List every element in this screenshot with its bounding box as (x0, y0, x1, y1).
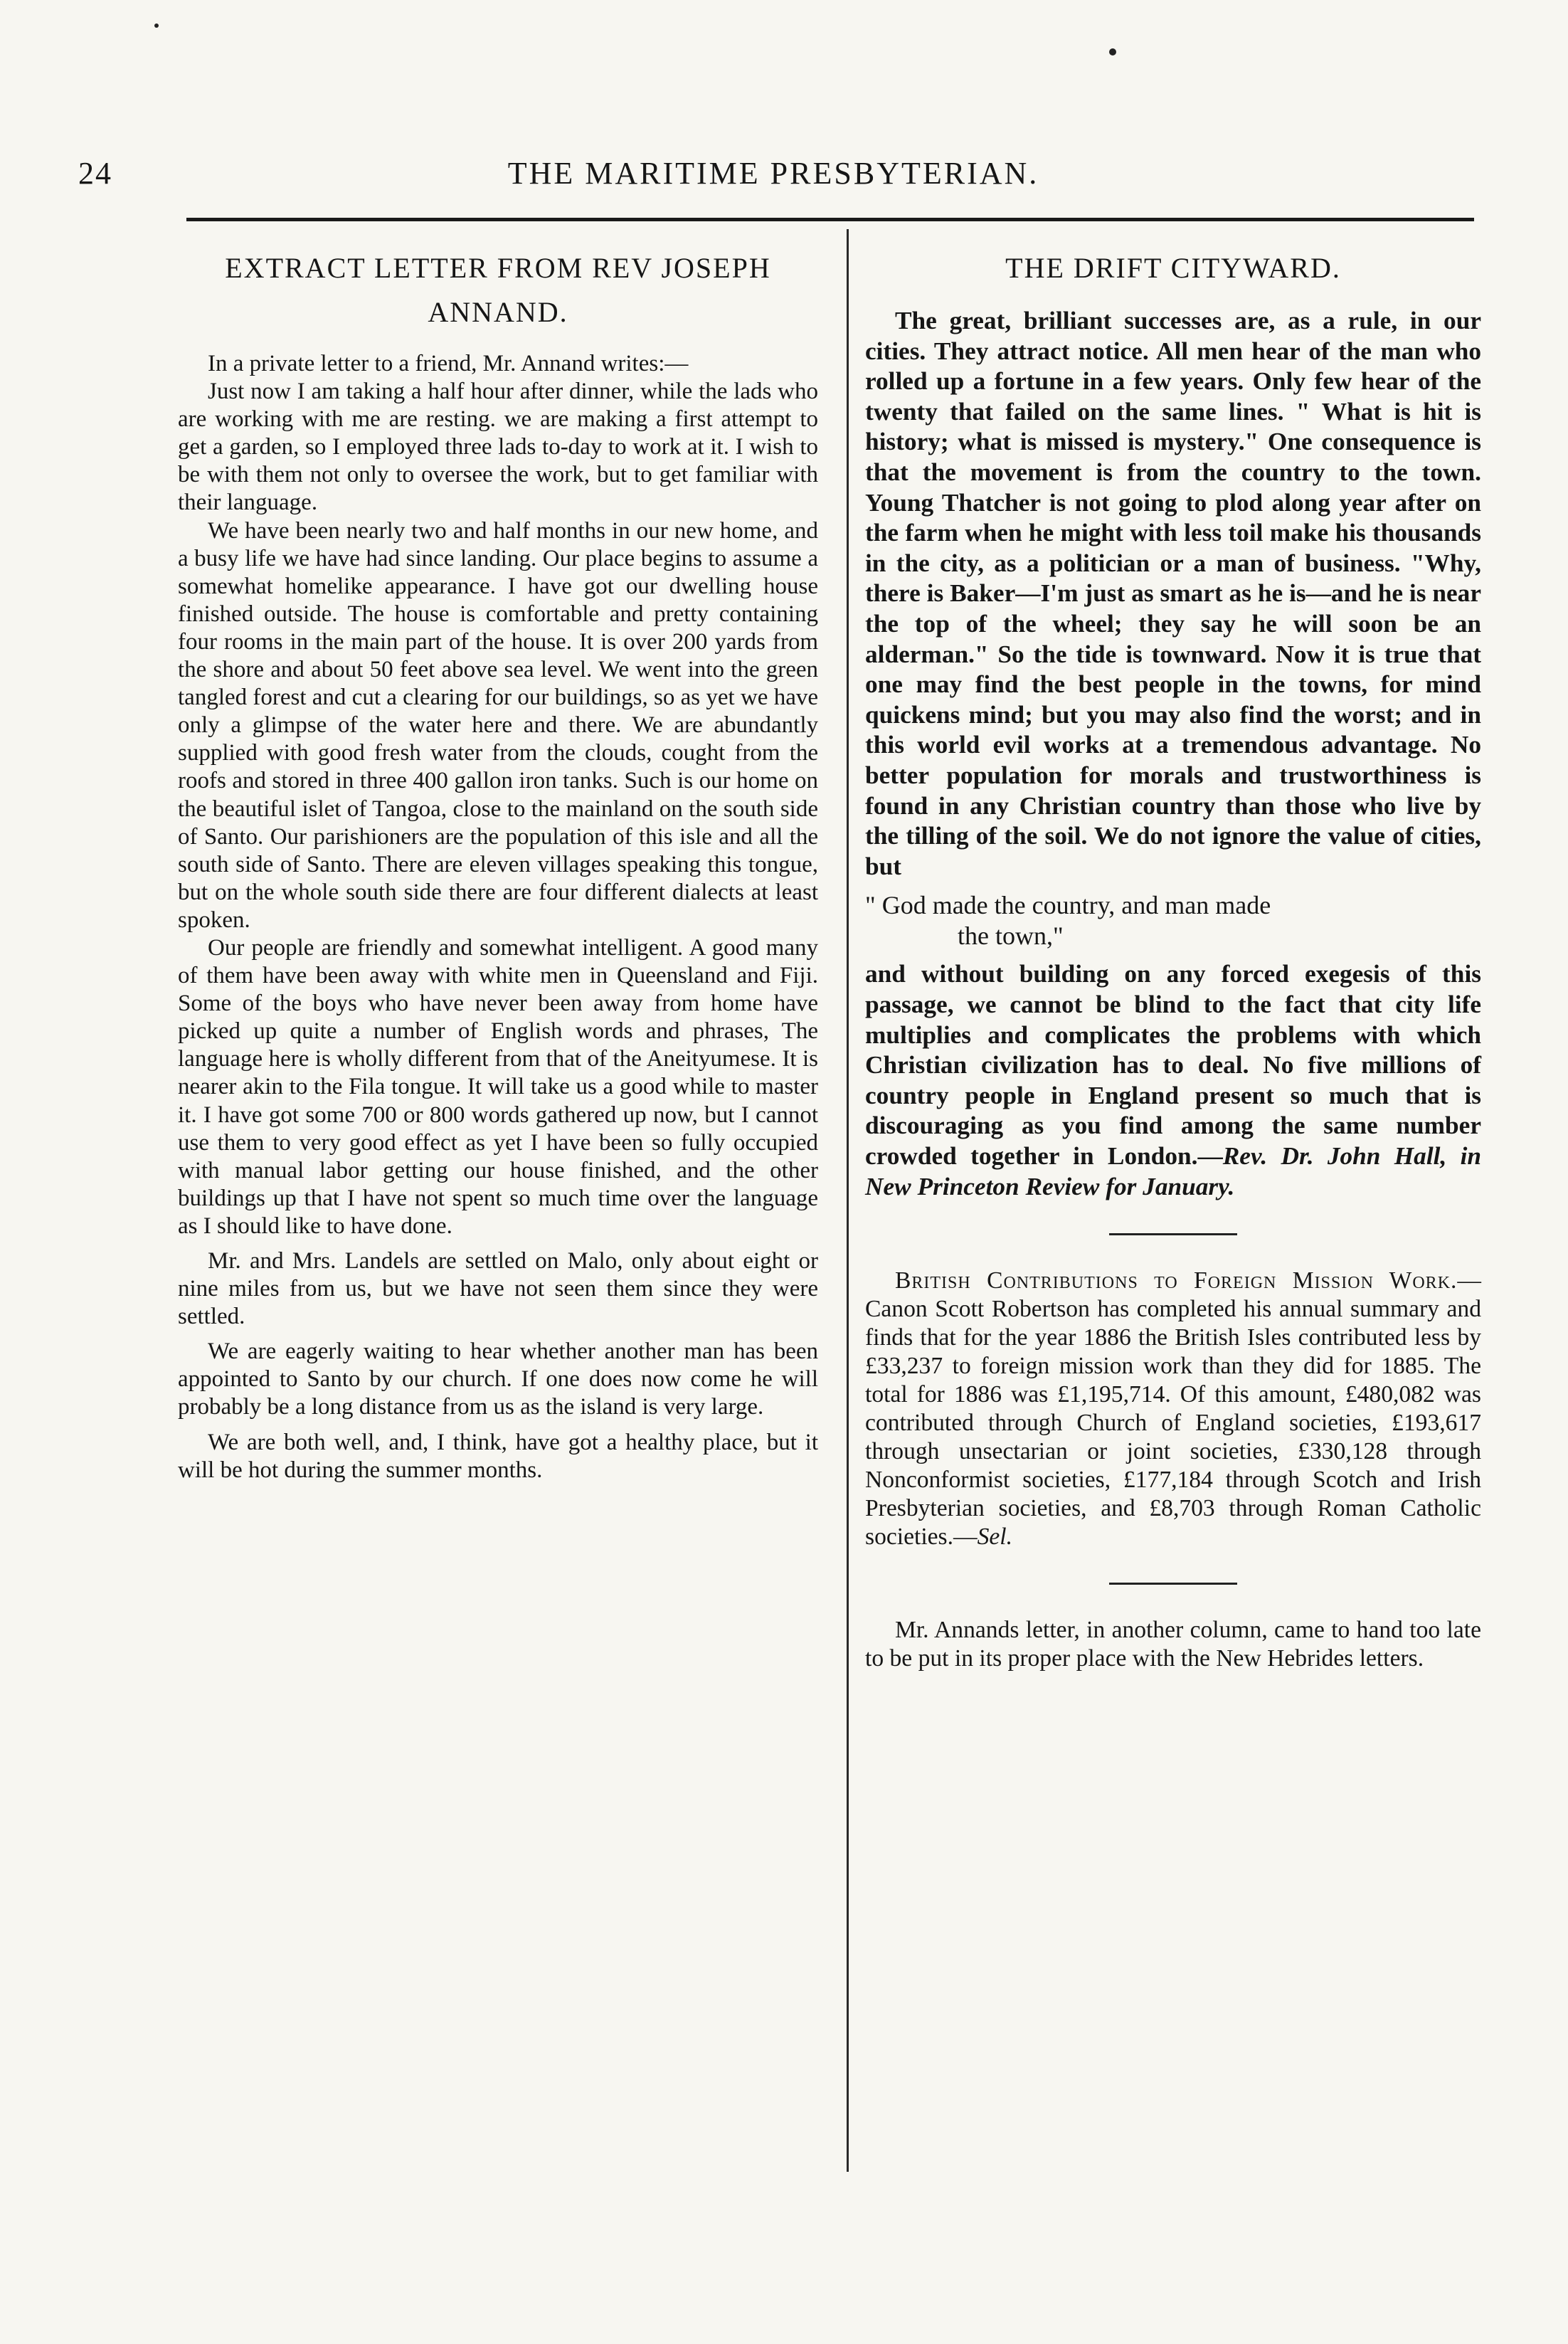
paragraph-gap (178, 1240, 818, 1247)
ink-speck (1109, 48, 1116, 56)
citation: Rev. Dr. John Hall, in New Princeton Review for January. (865, 1142, 1482, 1200)
contributions-source: Sel. (977, 1524, 1013, 1551)
editor-note: Mr. Annands letter, in another column, came to hand too late to be put in its proper place with the New Hebrides letters. (865, 1617, 1481, 1672)
running-title: THE MARITIME PRESBYTERIAN. (507, 156, 1039, 191)
header-rule (186, 218, 1474, 221)
page-header (78, 155, 1468, 198)
article-title-annand: EXTRACT LETTER FROM REV JOSEPH ANNAND. (225, 252, 771, 328)
paragraph-text: and without building on any forced exegesis of this passage, we cannot be blind to the fact that city life multiplies and complicates the problems with which Christian civilization has to deal. No five millions of country people in England present so much that is discouraging as you find among the same number crowded together in London.— (865, 960, 1481, 1171)
paragraph-gap (178, 1331, 818, 1338)
page-number: 24 (78, 156, 112, 191)
ink-speck (154, 23, 159, 28)
section-rule (1109, 1583, 1237, 1585)
article-title-drift: THE DRIFT CITYWARD. (1005, 252, 1341, 284)
article-paragraph: In a private letter to a friend, Mr. Annand writes:— (208, 351, 689, 376)
column-divider (847, 229, 849, 2172)
contributions-body: —Canon Scott Robertson has completed his annual summary and finds that for the year 1886 the British Isles contributed less by £33,237 to foreign mission work than they did for 1885. The total for 1886 was £1,195,714. Of this amount, £480,082 was contributed through Church of England societies, £193,617 through unsectarian or joint societies, £330,128 through Nonconformist societies, £177,184 through Scotch and Irish Presbyterian societies, and £8,703 through Roman Catholic societies.— (865, 1267, 1481, 1551)
article-paragraph: The great, brilliant successes are, as a rule, in our cities. They attract notice. All men hear of the man who rolled up a fortune in a few years. Only few hear of the twenty that failed on the same lines. " What is hit is history; what is missed is mystery." One consequence is that the movement is from the country to the town. Young Thatcher is not going to plod along year after on the farm when he might with less toil make his thousands in the city, as a politician or a man of business. "Why, there is Baker—I'm just as smart as he is—and he is near the top of the wheel; they say he will soon be an alderman." So the tide is townward. Now it is true that one may find the best people in the towns, for mind quickens mind; but you may also find the worst; and in this world evil works at a tremendous advantage. No better population for morals and trustworthiness is found in any Christian country than those who live by the tilling of the soil. We do not ignore the value of cities, but (865, 307, 1481, 880)
article-paragraph: We are eagerly waiting to hear whether another man has been appointed to Santo by our church. If one does now come he will probably be a long distance from us as the island is very large. (178, 1339, 818, 1420)
section-rule (1109, 1233, 1237, 1235)
quote-line: " God made the country, and man made (865, 891, 1271, 920)
article-paragraph: We have been nearly two and half months in our new home, and a busy life we have had since landing. Our place begins to assume a somewhat homelike appearance. I have got our dwelling house finished outside. The house is comfortable and pretty containing four rooms in the main part of the house. It is over 200 yards from the shore and about 50 feet above sea level. We went into the green tangled forest and cut a clearing for our buildings, so as yet we have only a glimpse of the water here and there. We are abundantly supplied with good fresh water from the clouds, cought from the roofs and stored in three 400 gallon iron tanks. Such is our home on the beautiful islet of Tangoa, close to the mainland on the south side of Santo. Our parishioners are the population of this isle and all the south side of Santo. There are eleven villages speaking this tongue, but on the whole south side there are four different dialects at least spoken. (178, 517, 818, 933)
article-paragraph: We are both well, and, I think, have got a healthy place, but it will be hot during the summer months. (178, 1429, 818, 1483)
article-paragraph: Just now I am taking a half hour after dinner, while the lads who are working with me are resting. we are making a first attempt to get a garden, so I employed three lads to-day to work at it. I wish to be with them not only to oversee the work, but to get familiar with their language. (178, 379, 818, 516)
left-column (178, 246, 818, 1484)
article-paragraph: Mr. and Mrs. Landels are settled on Malo, only about eight or nine miles from us, but we have not seen them since they were settled. (178, 1248, 818, 1330)
poem-quote (865, 890, 1481, 951)
quote-line: the town," (958, 921, 1064, 950)
paragraph-gap (178, 1422, 818, 1429)
article-paragraph: Our people are friendly and somewhat intelligent. A good many of them have been away with white men in Queensland and Fiji. Some of the boys who have never been away from home have picked up quite a number of English words and phrases, The language here is wholly different from that of the Aneityumese. It is nearer akin to the Fila tongue. It will take us a good while to master it. I have got some 700 or 800 words gathered up now, but I cannot use them to very good effect as yet I have been so fully occupied with manual labor getting our house finished, and the other buildings up that I have not spent so much time over the language as I should like to have done. (178, 934, 818, 1239)
article-paragraph (865, 959, 1481, 1202)
contributions-heading: British Contributions to Foreign Mission Work. (895, 1267, 1458, 1294)
contributions-paragraph (865, 1267, 1481, 1551)
right-column (865, 246, 1481, 1673)
